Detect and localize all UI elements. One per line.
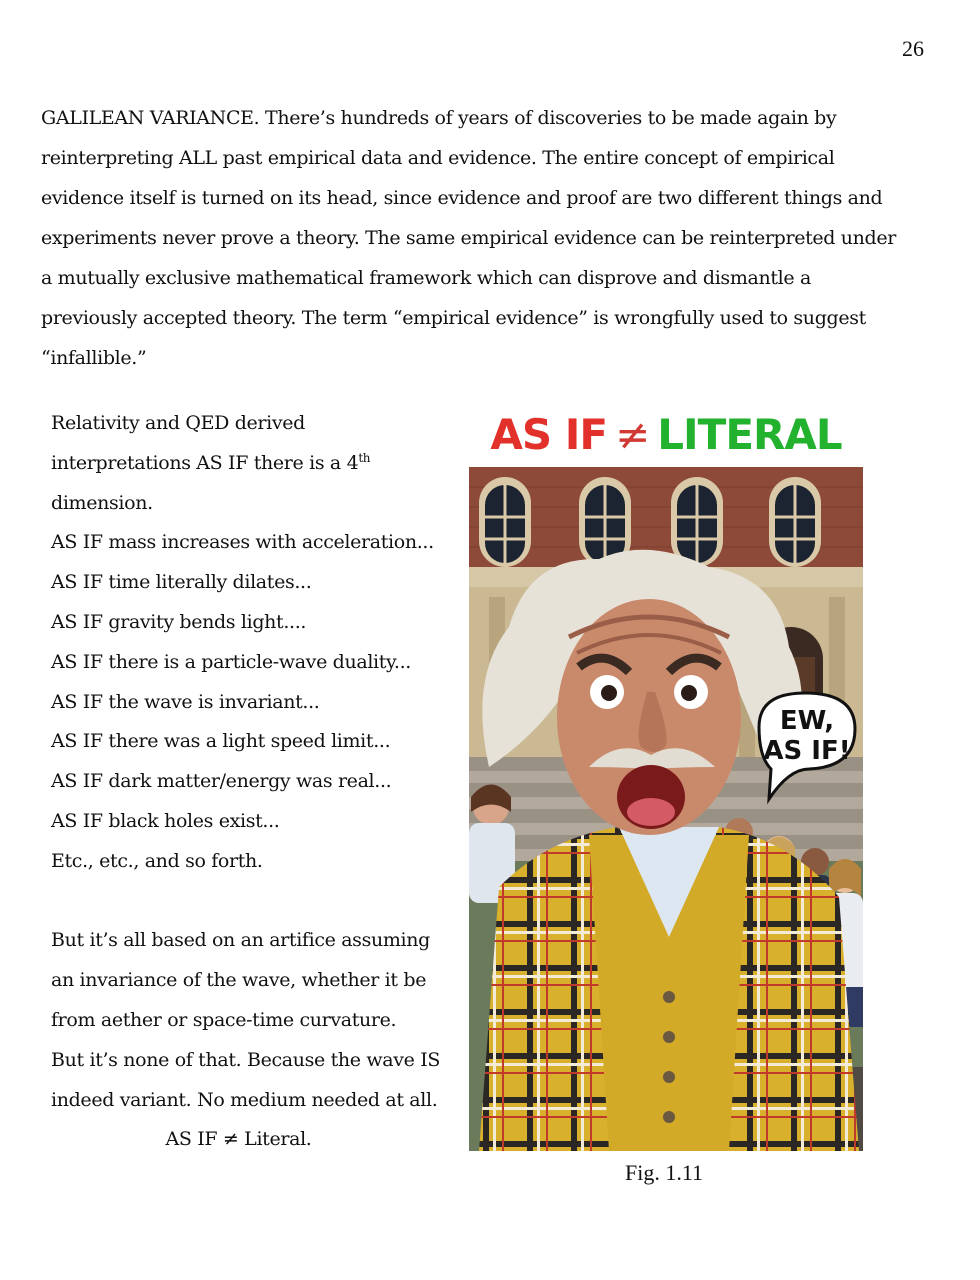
closing-line: indeed variant. No medium needed at all.	[51, 1088, 438, 1111]
text-line	[51, 444, 461, 484]
left-column-text	[51, 404, 461, 1160]
not-equal-symbol: ≠	[615, 410, 650, 459]
final-line: AS IF ≠ Literal.	[165, 1128, 312, 1151]
as-if-item: Etc., etc., and so forth.	[51, 849, 263, 872]
as-if-item: AS IF the wave is invariant...	[51, 690, 320, 713]
title-as-if: AS IF	[490, 410, 608, 459]
cartoon-illustration	[469, 467, 863, 1151]
as-if-item: AS IF dark matter/energy was real...	[51, 770, 392, 793]
closing-line: from aether or space-time curvature.	[51, 1008, 397, 1031]
as-if-item: AS IF time literally dilates...	[51, 571, 312, 594]
as-if-item: AS IF there is a particle-wave duality...	[51, 650, 411, 673]
closing-line: an invariance of the wave, whether it be	[51, 969, 427, 992]
spacer	[51, 882, 461, 922]
ordinal-suffix: th	[358, 450, 371, 465]
page-number: 26	[902, 36, 924, 61]
bubble-text-line2: AS IF!	[763, 736, 851, 766]
intro-paragraph: GALILEAN VARIANCE. There’s hundreds of years of discoveries to be made again by reinterpreting ALL past empirical data and evidence. The entire concept of empirical evidence itself is turned on its head, since evidence and proof are two different things and experiments never prove a theory. The same empirical evidence can be reinterpreted under a mutually exclusive mathematical framework which can disprove and dismantle a previously accepted theory. The term “empirical evidence” is wrongfully used to suggest “infallible.”	[41, 107, 896, 369]
text-fragment: interpretations AS IF there is a 4	[51, 451, 359, 474]
as-if-item: AS IF there was a light speed limit...	[51, 730, 391, 753]
closing-line: But it’s none of that. Because the wave IS	[51, 1048, 441, 1071]
bubble-text-line1: EW,	[779, 706, 835, 736]
as-if-item: AS IF mass increases with acceleration...	[51, 531, 434, 554]
text-line: Relativity and QED derived	[51, 412, 305, 434]
closing-line: But it’s all based on an artifice assuming	[51, 929, 430, 952]
text-line: dimension.	[51, 491, 153, 514]
title-literal: LITERAL	[657, 410, 842, 459]
figure-title	[469, 410, 863, 459]
figure-caption: Fig. 1.11	[624, 1160, 704, 1185]
as-if-item: AS IF black holes exist...	[51, 809, 280, 832]
as-if-item: AS IF gravity bends light....	[51, 610, 307, 633]
